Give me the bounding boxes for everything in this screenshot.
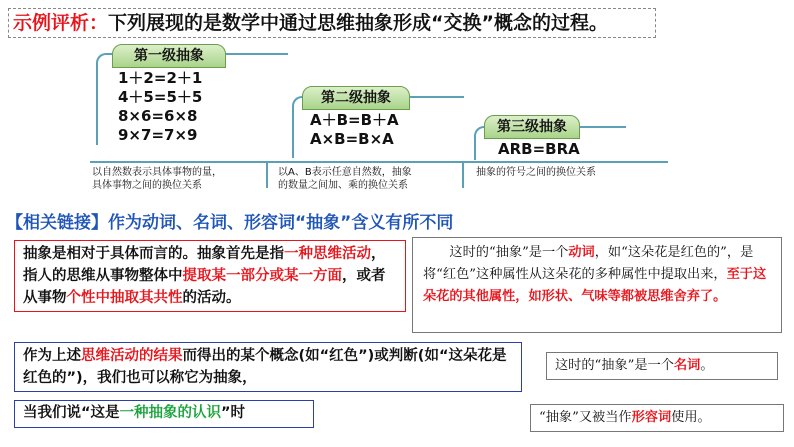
cognition-box: 当我们说“这是一种抽象的认识”时 [14,400,314,428]
highlight: 个性中抽取其共性 [66,290,183,306]
equation: A＋B=B＋A [310,111,399,129]
title-text: 下列展现的是数学中通过思维抽象形成“交换”概念的过程。 [108,12,608,34]
equation: ARB=BRA [498,140,580,158]
equation: A×B=B×A [310,130,394,148]
level1-equations [118,69,202,145]
level2-equations [310,111,399,149]
equation: 8×6=6×8 [118,107,198,125]
definition-box: 抽象是相对于具体而言的。抽象首先是指一种思维活动，指人的思维从事物整体中提取某一部分或某一方面，或者从事物个性中抽取其共性的活动。 [14,240,406,312]
equation: 4＋5=5＋5 [118,88,203,106]
level2-note: 以A、B表示任意自然数，抽象 的数量之间加、乘的换位关系 [278,167,412,191]
title-prefix: 示例评析： [13,12,109,34]
noun-note-box: 这时的“抽象”是一个名词。 [546,352,778,380]
timeline-axis [90,161,668,163]
level3-tab: 第三级抽象 [484,115,580,139]
adjective-note-box: “抽象”又被当作形容词使用。 [530,404,784,432]
level1-note: 以自然数表示具体事物的量， 具体事物之间的换位关系 [92,167,222,191]
equation: 1＋2=2＋1 [118,69,203,87]
highlight: 一种思维活动 [284,246,371,262]
title-box [8,8,656,38]
axis-tick [266,162,268,188]
highlight: 一种抽象的认识 [119,405,222,421]
highlight: 提取某一部分或某一方面 [182,268,342,284]
level2-tab: 第二级抽象 [302,86,410,110]
equation: 9×7=7×9 [118,126,198,144]
result-definition-box: 作为上述思维活动的结果而得出的某个概念(如“红色”)或判断(如“这朵花是红色的”)，我们也可以称它为抽象， [14,342,522,392]
verb-note-box: 这时的“抽象”是一个动词，如“这朵花是红色的”，是将“红色”这种属性从这朵花的多种属性中提取出来，至于这朵花的其他属性，如形状、气味等都被思维舍弃了。 [412,237,782,333]
axis-tick [462,162,464,188]
highlight: 至于这朵花的其他属性，如形状、气味等都被思维舍弃了。 [423,267,767,304]
highlight: 思维活动的结果 [81,348,183,364]
level1-tab: 第一级抽象 [112,44,226,68]
section-heading: 【相关链接】作为动词、名词、形容词“抽象”含义有所不同 [6,213,454,233]
level3-note: 抽象的符号之间的换位关系 [476,167,596,178]
highlight: 动词 [568,245,595,260]
highlight: 形容词 [631,410,672,425]
highlight: 名词 [673,358,701,373]
